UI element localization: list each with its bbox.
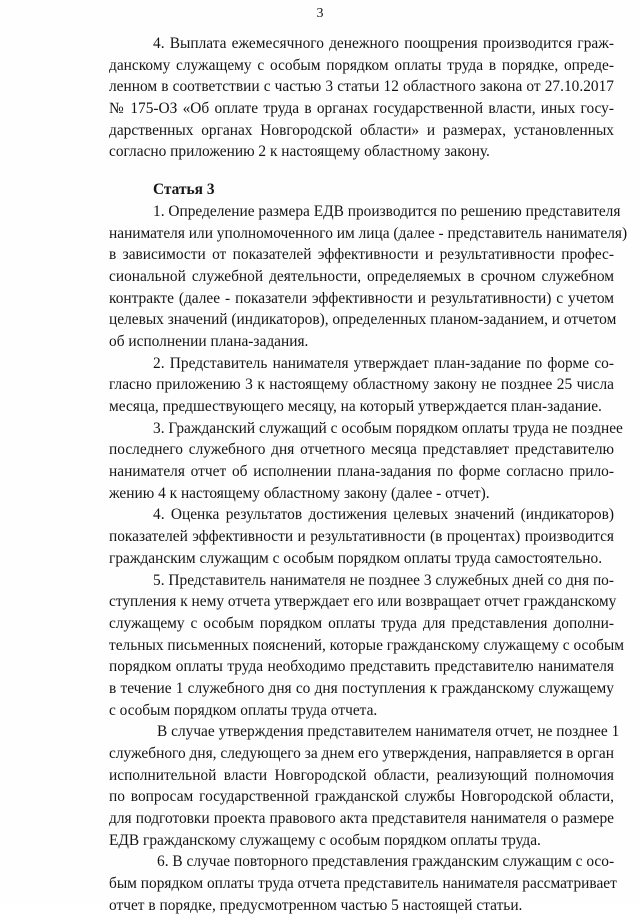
paragraph-line: гласно приложению 3 к настоящему областному закону не позднее 25 числа [109,376,614,394]
paragraph-line: по вопросам государственной гражданской службы Новгородской области, [109,788,614,806]
paragraph-a3p1 [109,201,628,353]
paragraph-line: 4. Выплата ежемесячного денежного поощрения производится граж- [153,35,614,52]
article-title: Статья 3 [153,181,215,199]
paragraph-line: порядком оплаты труда необходимо представить представителю нанимателя [109,658,614,676]
paragraph-line: 1. Определение размера ЕДВ производится по решению представителя [153,202,621,220]
paragraph-line: дарственных органах Новгородской области» и размерах, установленных [109,121,614,139]
paragraph-line: месяца, предшествующего месяцу, на который утверждается план-задание. [109,398,602,415]
page-number: 3 [316,6,324,21]
paragraph-a3p5 [109,570,624,722]
paragraph-line: 4. Оценка результатов достижения целевых значений (индикаторов) [153,506,614,524]
paragraph-a3p4 [109,504,614,569]
paragraph-a3p5b [109,721,620,851]
paragraph-line: сиональной служебной деятельности, определяемых в срочном служебном [109,267,614,285]
paragraph-line: гражданским служащим с особым порядком оплаты труда самостоятельно. [109,549,603,567]
paragraph-line: контракте (далее - показатели эффективности и результативности) с учетом [109,289,614,307]
preceding-clauses [109,33,614,163]
paragraph-line: ленном в соответствии с частью 3 статьи 12 областного закона от 27.10.2017 [109,78,614,96]
paragraph-line: целевых значений (индикаторов), определенных планом-заданием, и отчетом [109,311,617,329]
paragraph-line: исполнительной власти Новгородской области, реализующий полномочия [109,766,614,784]
paragraph-line: 2. Представитель нанимателя утверждает план-задание по форме со- [153,354,614,372]
paragraph-a3p3 [109,418,623,505]
paragraph-line: показателей эффективности и результативности (в процентах) производится [109,528,614,546]
paragraph-a3p2 [109,353,614,418]
paragraph-line: для подготовки проекта правового акта представителя нанимателя о размере [109,810,614,828]
paragraph-line: жению 4 к настоящему областному закону (далее - отчет). [109,484,490,502]
paragraph-line: в зависимости от показателей эффективности и результативности профес- [109,246,614,264]
paragraph-line: ступления к нему отчета утверждает его или возвращает отчет гражданскому [109,593,617,611]
paragraph-line: В случае утверждения представителем нанимателя отчет, не позднее 1 [157,723,620,741]
paragraph-line: бым порядком оплаты труда отчета представитель нанимателя рассматривает [109,875,617,893]
paragraph-line: 3. Гражданский служащий с особым порядком оплаты труда не позднее [153,419,623,437]
paragraph-line: № 175-ОЗ «Об оплате труда в органах государственной власти, иных госу- [109,100,614,118]
paragraph-line: ЕДВ гражданскому служащему с особым порядком оплаты труда. [109,831,541,849]
paragraph-line: 5. Представитель нанимателя не позднее 3 служебных дней со дня по- [153,571,615,589]
paragraph-line: тельных письменных пояснений, которые гражданскому служащему с особым [109,636,624,654]
article-body [109,201,628,917]
paragraph-line: 6. В случае повторного представления гражданским служащим с осо- [157,853,615,871]
paragraph-line: согласно приложению 2 к настоящему областному закону. [109,143,490,161]
paragraph-line: последнего служебного дня отчетного месяца представляет представителю [109,441,614,459]
paragraph-line: об исполнении плана-задания. [109,332,309,350]
paragraph-line: служащему с особым порядком оплаты труда для представления дополни- [109,614,614,632]
paragraph-line: с особым порядком оплаты труда отчета. [109,701,378,719]
paragraph-clause4 [109,33,614,163]
document-body [109,33,628,917]
paragraph-line: служебного дня, следующего за днем его утверждения, направляется в орган [109,745,614,762]
paragraph-a3p6 [109,851,617,916]
paragraph-line: данскому служащему с особым порядком оплаты труда в порядке, опреде- [109,56,614,74]
paragraph-line: в течение 1 служебного дня со дня поступления к гражданскому служащему [109,679,614,697]
paragraph-line: нанимателя или уполномоченного им лица (далее - представитель нанимателя) [109,224,628,242]
paragraph-line: нанимателя отчет об исполнении плана-задания по форме согласно прило- [109,463,614,481]
paragraph-line: отчет в порядке, предусмотренном частью 5 настоящей статьи. [109,896,523,914]
